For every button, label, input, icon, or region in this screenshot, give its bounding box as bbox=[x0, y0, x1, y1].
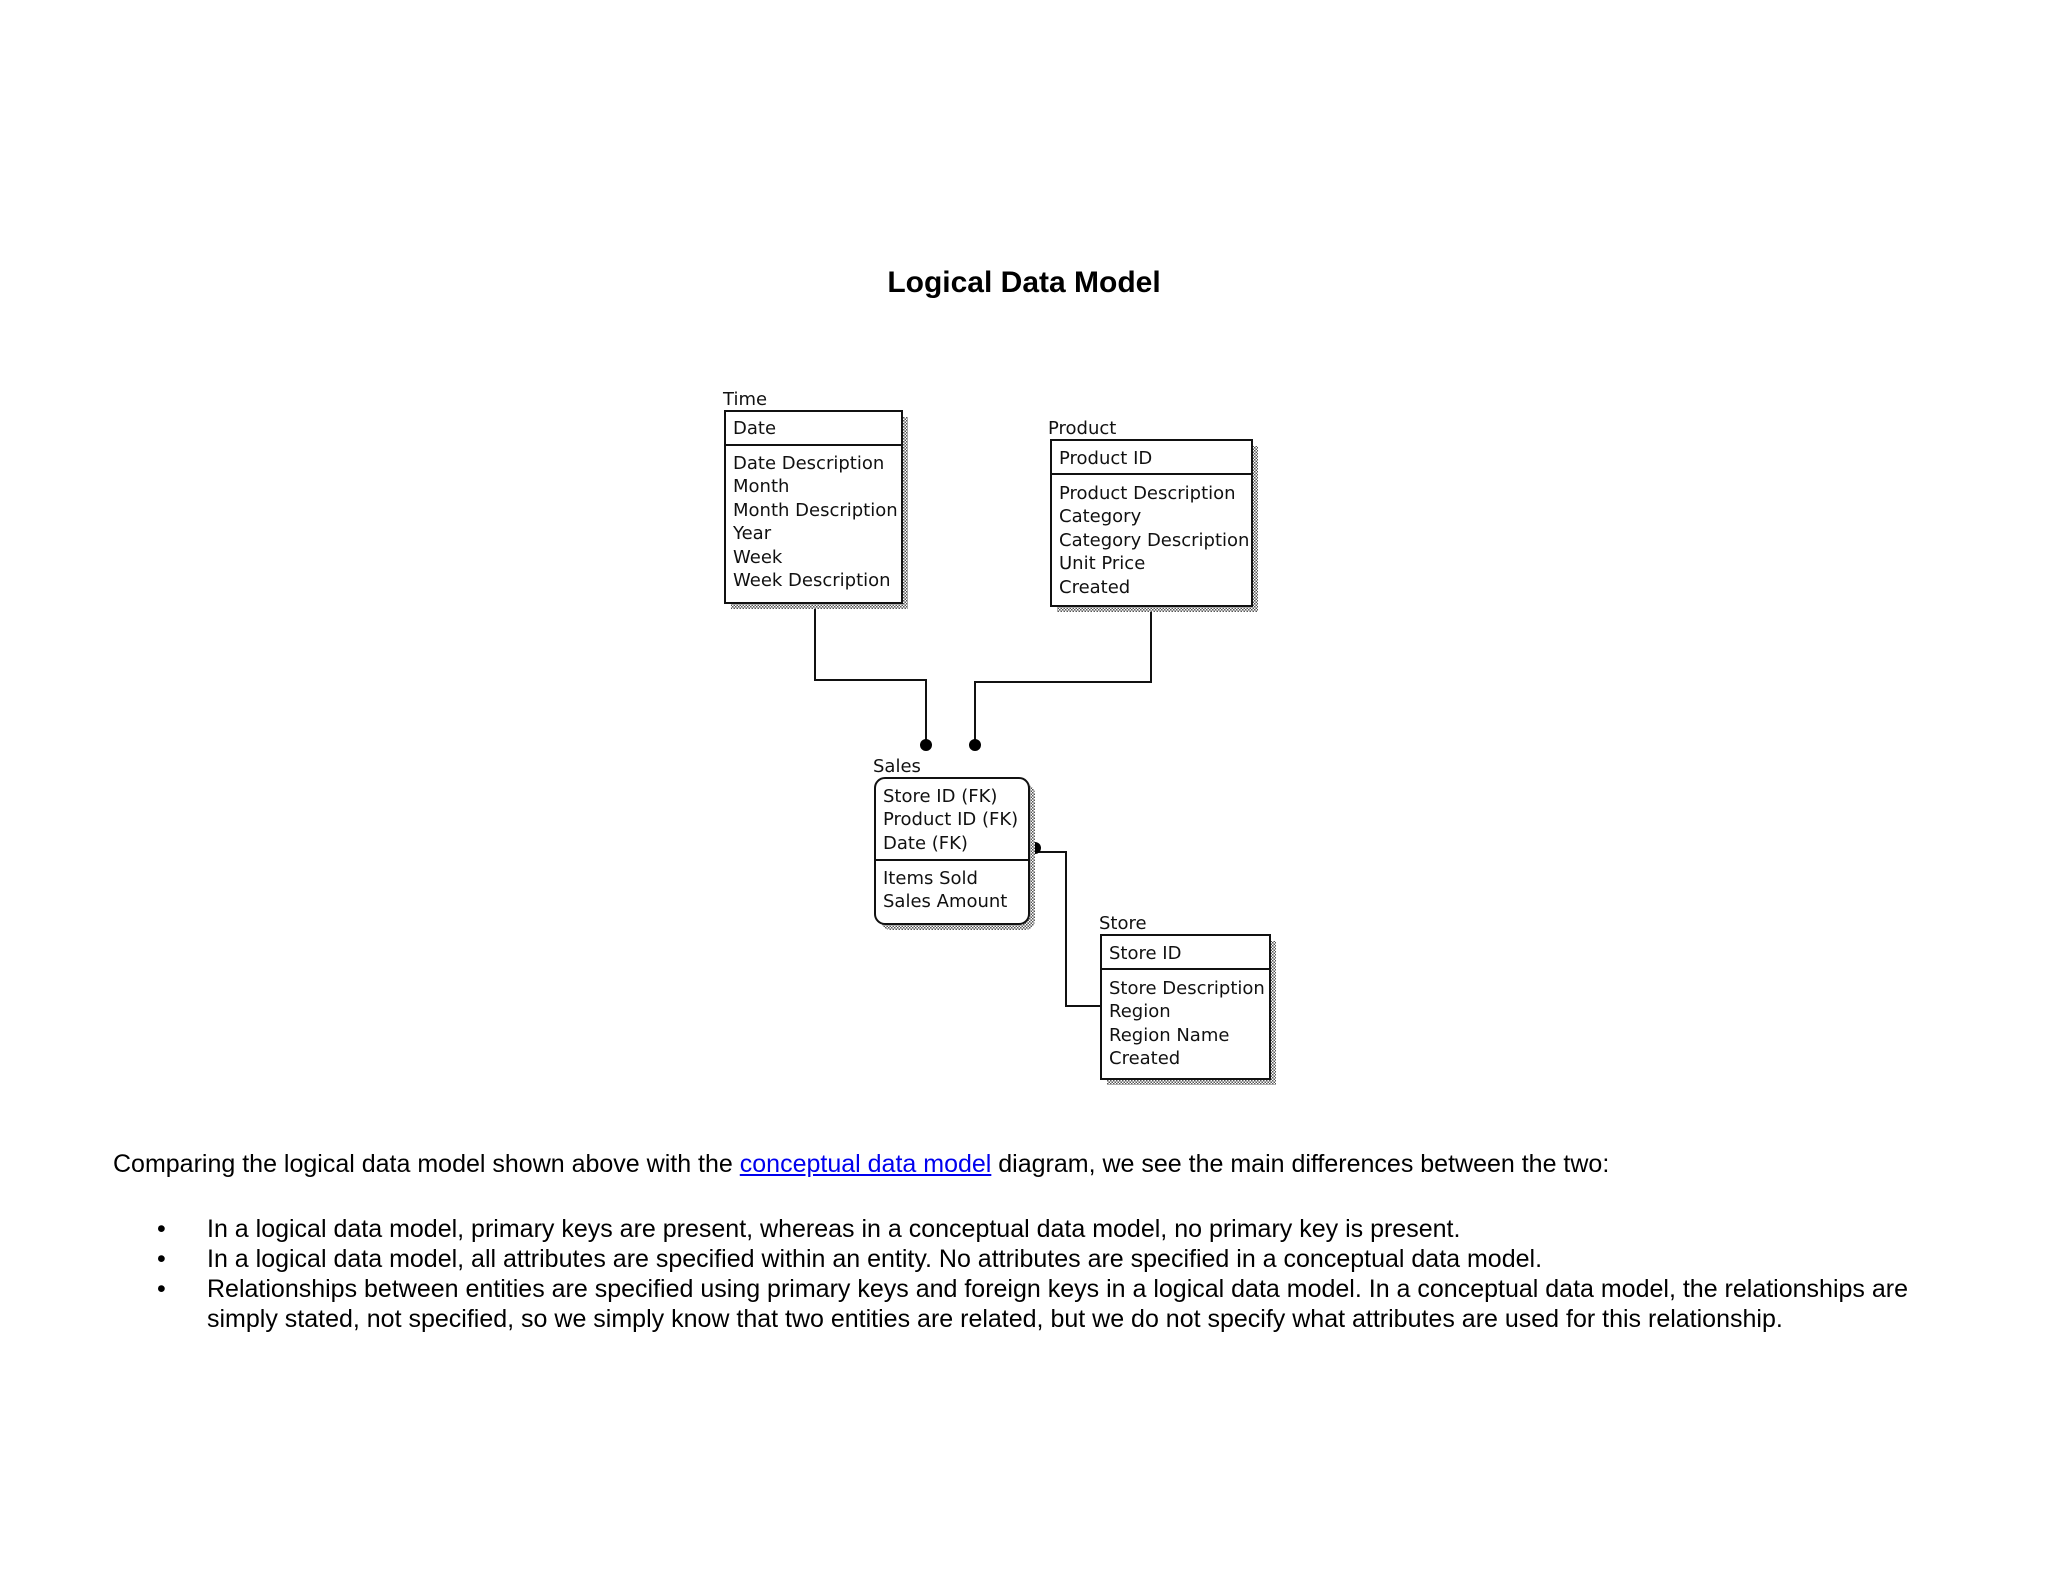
entity-store bbox=[1099, 913, 1276, 1085]
relationship-store-sales bbox=[1034, 852, 1100, 1006]
attribute: Category bbox=[1059, 506, 1142, 527]
list-item bbox=[113, 1274, 1943, 1334]
differences-list bbox=[113, 1214, 1943, 1334]
entity-name-time: Time bbox=[723, 389, 768, 410]
entity-time bbox=[722, 389, 908, 609]
attribute: Product Description bbox=[1059, 483, 1236, 504]
bullet-icon: • bbox=[157, 1215, 166, 1243]
intro-text-after: diagram, we see the main differences between the two: bbox=[991, 1150, 1610, 1178]
list-item-text: In a logical data model, primary keys are present, whereas in a conceptual data model, no primary key is present. bbox=[207, 1215, 1461, 1243]
key-attribute: Store ID bbox=[1109, 943, 1182, 964]
page-title: Logical Data Model bbox=[887, 266, 1161, 299]
foreign-key-attribute: Date (FK) bbox=[883, 833, 968, 854]
attribute: Date Description bbox=[733, 453, 885, 474]
attribute: Region bbox=[1109, 1001, 1171, 1022]
entity-name-sales: Sales bbox=[873, 756, 921, 777]
list-item bbox=[113, 1214, 1943, 1244]
attribute: Month bbox=[733, 476, 790, 497]
attribute: Sales Amount bbox=[883, 891, 1008, 912]
entity-name-product: Product bbox=[1048, 418, 1117, 439]
attribute: Week bbox=[733, 547, 783, 568]
entity-product bbox=[1048, 418, 1258, 612]
attribute: Region Name bbox=[1109, 1025, 1230, 1046]
intro-paragraph bbox=[113, 1148, 1963, 1180]
attribute: Week Description bbox=[733, 570, 891, 591]
key-attribute: Date bbox=[733, 418, 777, 439]
intro-text-before: Comparing the logical data model shown above with the bbox=[113, 1150, 740, 1178]
attribute: Month Description bbox=[733, 500, 898, 521]
list-item-text: Relationships between entities are specified using primary keys and foreign keys in a logical data model. In a conceptual data model, the relationships are simply stated, not specified, so we simply know that two entities are related, but we do not specify what attributes are used for this relationship. bbox=[207, 1275, 1908, 1333]
attribute: Created bbox=[1059, 577, 1131, 598]
attribute: Year bbox=[733, 523, 772, 544]
key-attribute: Product ID bbox=[1059, 448, 1153, 469]
attribute: Created bbox=[1109, 1048, 1181, 1069]
relationship-product-sales bbox=[975, 607, 1151, 742]
foreign-key-attribute: Product ID (FK) bbox=[883, 809, 1019, 830]
entity-sales bbox=[873, 756, 1035, 930]
bullet-icon: • bbox=[157, 1245, 166, 1273]
list-item-text: In a logical data model, all attributes are specified within an entity. No attributes are specified in a conceptual data model. bbox=[207, 1245, 1543, 1273]
relationship-end-dot-product bbox=[969, 739, 981, 751]
attribute: Items Sold bbox=[883, 868, 978, 889]
bullet-icon: • bbox=[157, 1275, 166, 1303]
attribute: Category Description bbox=[1059, 530, 1250, 551]
entity-name-store: Store bbox=[1099, 913, 1147, 934]
attribute: Unit Price bbox=[1059, 553, 1146, 574]
relationship-time-sales bbox=[815, 600, 926, 742]
attribute: Store Description bbox=[1109, 978, 1265, 999]
conceptual-data-model-link[interactable]: conceptual data model bbox=[739, 1150, 992, 1178]
relationship-end-dot-time bbox=[920, 739, 932, 751]
foreign-key-attribute: Store ID (FK) bbox=[883, 786, 998, 807]
list-item bbox=[113, 1244, 1943, 1274]
